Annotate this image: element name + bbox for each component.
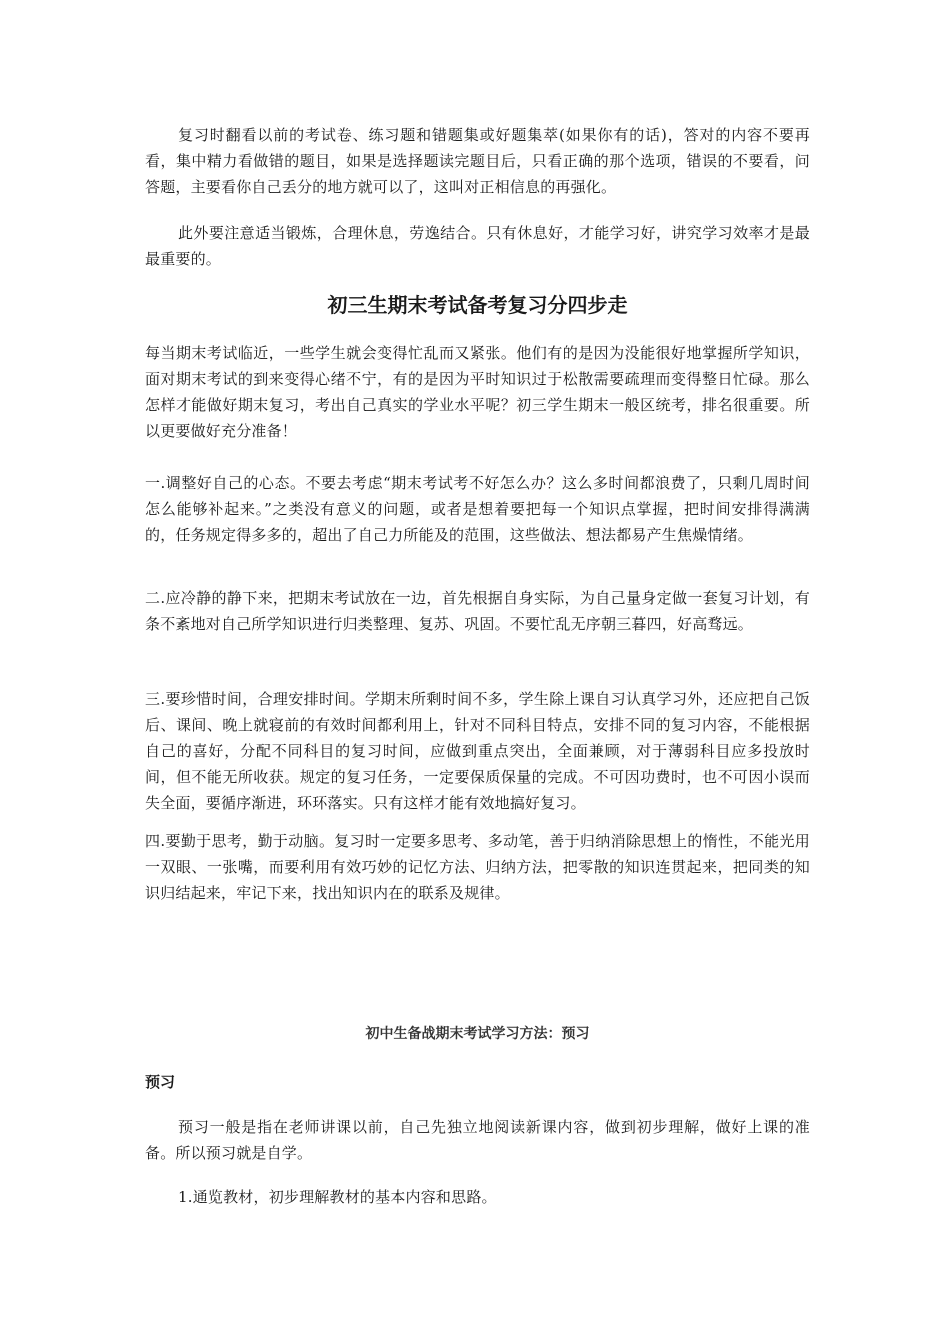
step-three-paragraph: 三.要珍惜时间，合理安排时间。学期末所剩时间不多，学生除上课自习认真学习外，还应把自己饭后、课间、晚上就寝前的有效时间都利用上，针对不同科目特点，安排不同的复习内容，不能根据自己的喜好，分配不同科目的复习时间，应做到重点突出，全面兼顾，对于薄弱科目应多投放时间，但不能无所收获。规定的复习任务，一定要保质保量的完成。不可因功费时，也不可因小误而失全面，要循序渐进，环环落实。只有这样才能有效地搞好复习。 [145, 690, 810, 812]
intro-paragraph: 每当期末考试临近，一些学生就会变得忙乱而又紧张。他们有的是因为没能很好地掌握所学知识，面对期末考试的到来变得心绪不宁，有的是因为平时知识过于松散需要疏理而变得整日忙碌。那么怎样才能做好期末复习，考出自己真实的学业水平呢？初三学生期末一般区统考，排名很重要。所以更要做好充分准备！ [145, 344, 810, 440]
step-two-paragraph: 二.应冷静的静下来，把期末考试放在一边，首先根据自身实际，为自己量身定做一套复习计划，有条不紊地对自己所学知识进行归类整理、复苏、巩固。不要忙乱无序朝三暮四，好高骛远。 [145, 589, 810, 633]
rest-paragraph: 此外要注意适当锻炼，合理休息，劳逸结合。只有休息好，才能学习好，讲究学习效率才是最最重要的。 [145, 224, 810, 268]
step-four-paragraph: 四.要勤于思考，勤于动脑。复习时一定要多思考、多动笔，善于归纳消除思想上的惰性，不能光用一双眼、一张嘴，而要利用有效巧妙的记忆方法、归纳方法，把零散的知识连贯起来，把同类的知识归结起来，牢记下来，找出知识内在的联系及规律。 [145, 832, 810, 902]
list-item-1: 1.通览教材，初步理解教材的基本内容和思路。 [178, 1188, 497, 1206]
article-title: 初三生期末考试备考复习分四步走 [327, 293, 628, 317]
section-subtitle: 初中生备战期末考试学习方法：预习 [365, 1026, 590, 1042]
review-paragraph: 复习时翻看以前的考试卷、练习题和错题集或好题集萃(如果你有的话)，答对的内容不要再看，集中精力看做错的题目，如果是选择题读完题目后，只看正确的那个选项，错误的不要看，问答题，主要看你自己丢分的地方就可以了，这叫对正相信息的再强化。 [145, 126, 810, 196]
step-one-paragraph: 一.调整好自己的心态。不要去考虑“期末考试考不好怎么办？这么多时间都浪费了，只剩几周时间怎么能够补起来。”之类没有意义的问题，或者是想着要把每一个知识点掌握，把时间安排得满满的，任务规定得多多的，超出了自己力所能及的范围，这些做法、想法都易产生焦燥情绪。 [145, 474, 810, 544]
preview-heading: 预习 [145, 1073, 176, 1091]
preview-paragraph: 预习一般是指在老师讲课以前，自己先独立地阅读新课内容，做到初步理解，做好上课的准备。所以预习就是自学。 [145, 1118, 810, 1162]
